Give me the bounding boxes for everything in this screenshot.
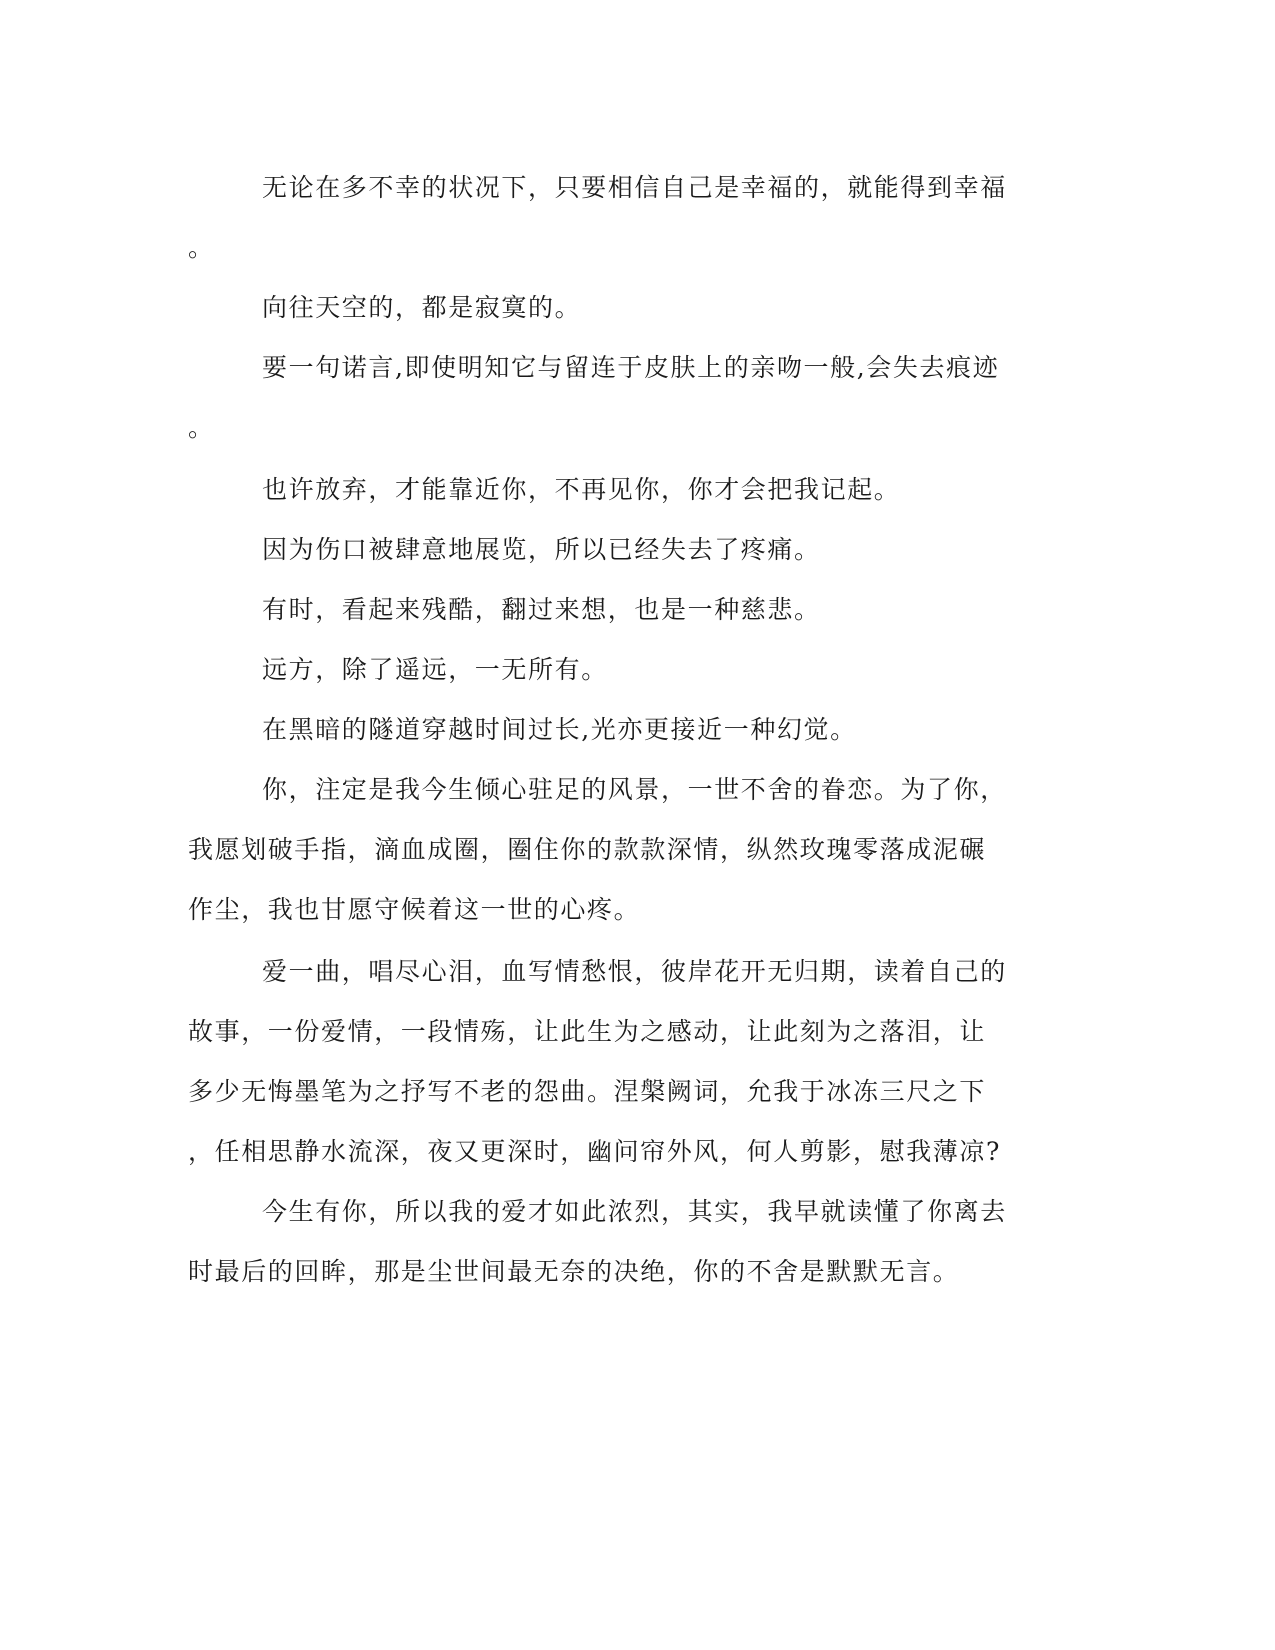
paragraph-promise-line-1: 要一句诺言,即使明知它与留连于皮肤上的亲吻一般,会失去痕迹 xyxy=(262,353,1000,382)
paragraph-song-line-3: 多少无悔墨笔为之抒写不老的怨曲。涅槃阙词，允我于冰冻三尺之下 xyxy=(188,1077,987,1106)
paragraph-let-go: 也许放弃，才能靠近你，不再见你，你才会把我记起。 xyxy=(262,475,901,504)
paragraph-distance: 远方，除了遥远，一无所有。 xyxy=(262,655,608,684)
paragraph-song-line-4: ，任相思静水流深，夜又更深时，幽问帘外风，何人剪影，慰我薄凉? xyxy=(188,1137,1002,1166)
paragraph-farewell-line-1: 今生有你，所以我的爱才如此浓烈，其实，我早就读懂了你离去 xyxy=(262,1197,1007,1226)
paragraph-scenery-line-1: 你，注定是我今生倾心驻足的风景，一世不舍的眷恋。为了你， xyxy=(262,775,1007,804)
paragraph-happiness-line-2: 。 xyxy=(188,233,215,262)
paragraph-scenery-line-3: 作尘，我也甘愿守候着这一世的心疼。 xyxy=(188,895,641,924)
paragraph-sky: 向往天空的，都是寂寞的。 xyxy=(262,293,582,322)
paragraph-scenery-line-2: 我愿划破手指，滴血成圈，圈住你的款款深情，纵然玫瑰零落成泥碾 xyxy=(188,835,987,864)
paragraph-tunnel: 在黑暗的隧道穿越时间过长,光亦更接近一种幻觉。 xyxy=(262,715,857,744)
paragraph-farewell-line-2: 时最后的回眸，那是尘世间最无奈的决绝，你的不舍是默默无言。 xyxy=(188,1257,960,1286)
paragraph-promise-line-2: 。 xyxy=(188,413,215,442)
paragraph-song-line-2: 故事，一份爱情，一段情殇，让此生为之感动，让此刻为之落泪，让 xyxy=(188,1017,987,1046)
paragraph-wound: 因为伤口被肆意地展览，所以已经失去了疼痛。 xyxy=(262,535,821,564)
paragraph-mercy: 有时，看起来残酷，翻过来想，也是一种慈悲。 xyxy=(262,595,821,624)
paragraph-song-line-1: 爱一曲，唱尽心泪，血写情愁恨，彼岸花开无归期，读着自己的 xyxy=(262,957,1007,986)
paragraph-happiness-line-1: 无论在多不幸的状况下，只要相信自己是幸福的，就能得到幸福 xyxy=(262,173,1007,202)
